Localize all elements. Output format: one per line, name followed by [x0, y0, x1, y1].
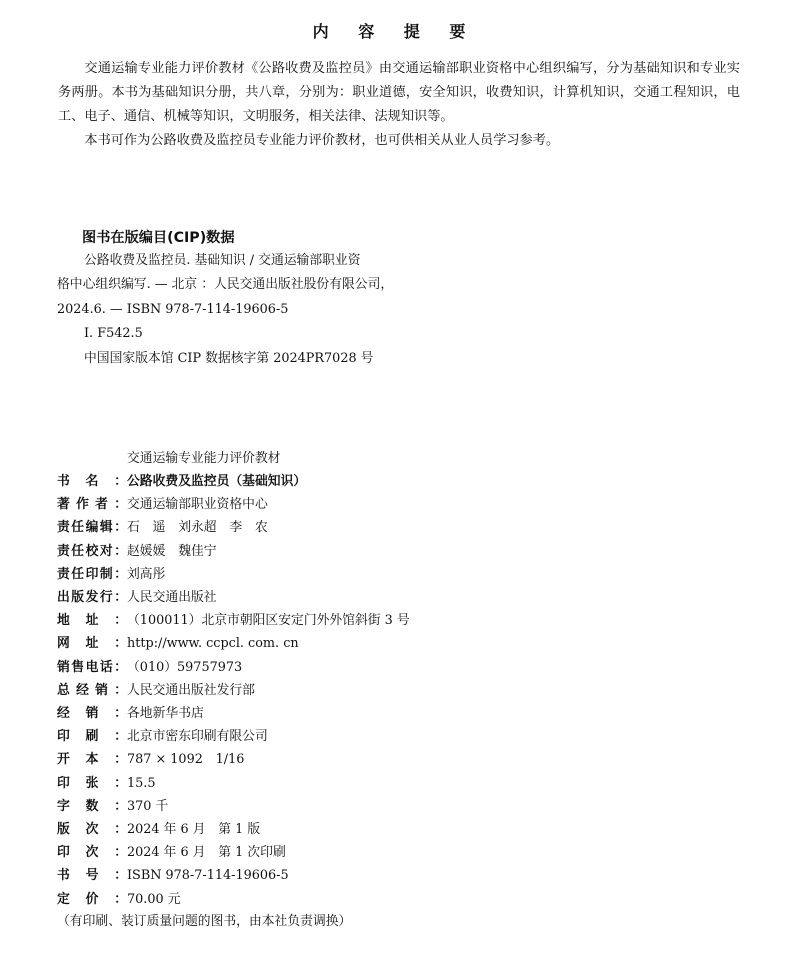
colophon-row — [57, 493, 657, 516]
colophon-value: 70.00 元 — [127, 891, 181, 907]
cip-line: 2024.6. — ISBN 978-7-114-19606-5 — [57, 301, 289, 317]
colophon-label: 定 价 ： — [57, 891, 127, 907]
colophon-label: 经 销 ： — [57, 706, 127, 722]
colophon-value: 各地新华书店 — [127, 706, 204, 722]
summary-abstract — [58, 57, 740, 153]
colophon-value: http://www. ccpcl. com. cn — [127, 636, 299, 652]
colophon-label: 书 名 ： — [57, 474, 127, 489]
colophon-label: 书 号 ： — [57, 868, 127, 884]
colophon-value: （010）59757973 — [127, 659, 243, 675]
colophon-label: 责 任 编 辑 ： — [57, 520, 127, 536]
series-name: 交通运输专业能力评价教材 — [127, 451, 281, 466]
cip-line: 中国国家版本馆 CIP 数据核字第 2024PR7028 号 — [84, 350, 374, 366]
colophon-label: 地 址 ： — [57, 613, 127, 629]
colophon-row — [57, 656, 657, 679]
summary-title: 内 容 提 要 — [312, 22, 478, 41]
cip-line: Ⅰ. F542.5 — [84, 326, 143, 342]
colophon-row — [57, 795, 657, 818]
colophon-label: 版 次 ： — [57, 822, 127, 838]
colophon-label: 责 任 印 制 ： — [57, 566, 127, 582]
cip-line: 格中心组织编写. — 北京 ：人民交通出版社股份有限公司， — [57, 277, 394, 293]
colophon-value: 赵媛媛 魏佳宁 — [127, 543, 217, 559]
colophon-label: 销 售 电 话 ： — [57, 659, 127, 675]
colophon-label: 网 址 ： — [57, 636, 127, 652]
colophon-value: 交通运输部职业资格中心 — [127, 497, 268, 513]
colophon-row — [57, 748, 657, 771]
colophon-row — [57, 818, 657, 841]
colophon-row — [57, 563, 657, 586]
colophon-value: 人民交通出版社 — [127, 590, 217, 606]
colophon-table — [57, 470, 657, 911]
colophon-value: 刘高彤 — [127, 566, 166, 582]
colophon-label: 字 数 ： — [57, 798, 127, 814]
colophon-label: 印 次 ： — [57, 845, 127, 861]
colophon-value: 人民交通出版社发行部 — [127, 682, 255, 698]
colophon-row — [57, 772, 657, 795]
colophon-row — [57, 725, 657, 748]
colophon-row — [57, 609, 657, 632]
colophon-value: ISBN 978-7-114-19606-5 — [127, 868, 289, 884]
cip-line: 公路收费及监控员. 基础知识 / 交通运输部职业资 — [84, 253, 361, 268]
summary-paragraph: 本书可作为公路收费及监控员专业能力评价教材，也可供相关从业人员学习参考。 — [84, 133, 560, 148]
colophon-value: 公路收费及监控员（基础知识） — [127, 474, 307, 489]
colophon-row — [57, 516, 657, 539]
colophon-row — [57, 632, 657, 655]
colophon-value: 15.5 — [127, 775, 156, 791]
colophon-label: 出 版 发 行 ： — [57, 590, 127, 606]
colophon-label: 总 经 销 ： — [57, 682, 127, 698]
cip-heading: 图书在版编目(CIP)数据 — [82, 230, 235, 246]
colophon-label: 印 张 ： — [57, 775, 127, 791]
colophon-row — [57, 888, 657, 911]
colophon-row — [57, 540, 657, 563]
colophon-value: 北京市密东印刷有限公司 — [127, 729, 268, 745]
summary-paragraph: 交通运输专业能力评价教材《公路收费及监控员》由交通运输部职业资格中心组织编写，分为基础知识和专业实务两册。本书为基础知识分册，共八章，分别为：职业道德，安全知识，收费知识，计算机知识，交通工程知识，电工、电子、通信、机械等知识，文明服务，相关法律、法规知识等。 — [58, 61, 740, 124]
colophon-value: 2024 年 6 月 第 1 次印刷 — [127, 845, 286, 861]
colophon-label: 开 本 ： — [57, 752, 127, 768]
cip-record — [57, 249, 477, 371]
colophon-row — [57, 841, 657, 864]
colophon-label: 著 作 者 ： — [57, 497, 127, 513]
colophon-value: 787 × 1092 1/16 — [127, 752, 245, 768]
colophon-value: 370 千 — [127, 798, 169, 814]
quality-note: （有印刷、装订质量问题的图书，由本社负责调换） — [57, 914, 352, 929]
colophon-row — [57, 586, 657, 609]
colophon-label: 责 任 校 对 ： — [57, 543, 127, 559]
colophon-value: （100011）北京市朝阳区安定门外外馆斜街 3 号 — [127, 613, 410, 629]
colophon-value: 2024 年 6 月 第 1 版 — [127, 822, 261, 838]
colophon-row — [57, 702, 657, 725]
colophon-value: 石 遥 刘永超 李 农 — [127, 520, 268, 536]
colophon-row — [57, 470, 657, 493]
colophon-row — [57, 679, 657, 702]
colophon-row — [57, 864, 657, 887]
colophon-label: 印 刷 ： — [57, 729, 127, 745]
